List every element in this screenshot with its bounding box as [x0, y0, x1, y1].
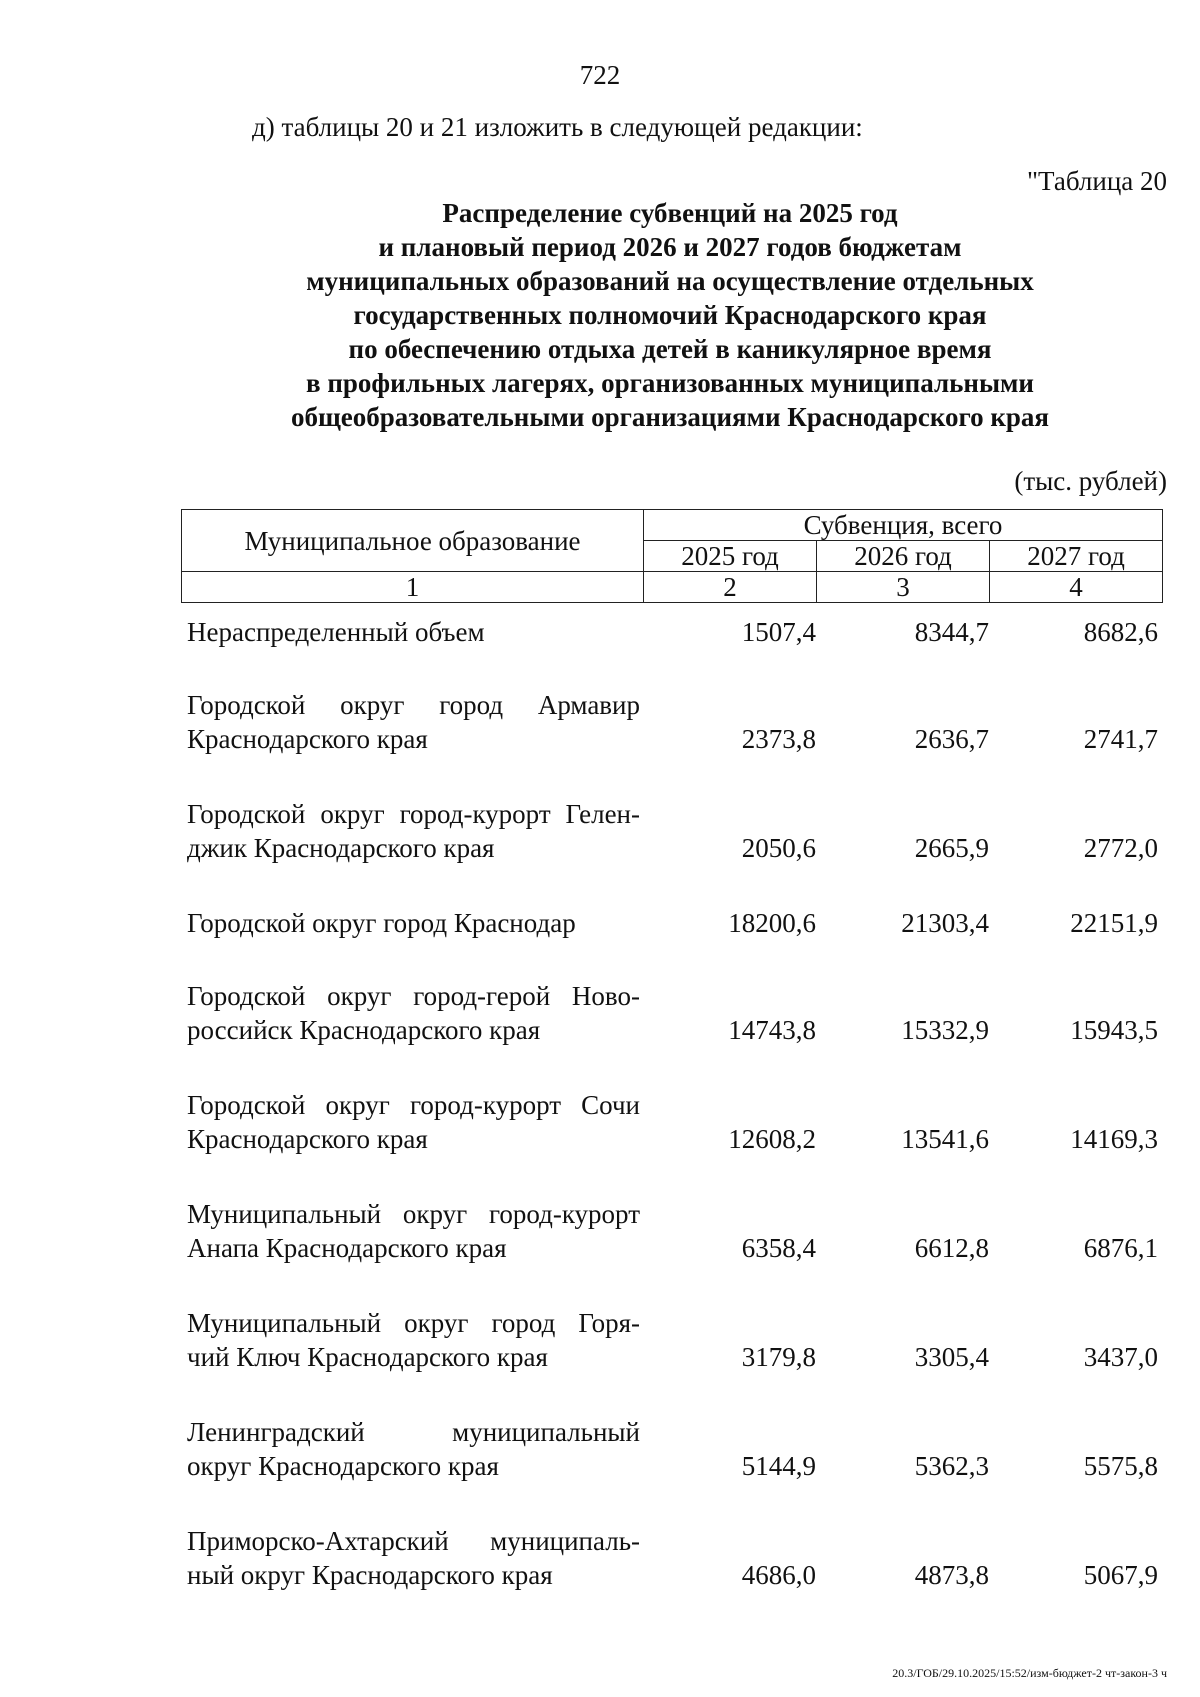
row-name-line: ный округ Краснодарского края [187, 1560, 553, 1590]
value-2027: 22151,9 [1070, 908, 1158, 938]
row-name [187, 979, 640, 1047]
row-name-line: Городской округ город Армавир [187, 690, 640, 720]
row-name-line: Приморско-Ахтарский муниципаль- [187, 1526, 640, 1556]
title-line: государственных полномочий Краснодарского края [353, 300, 987, 330]
value-2027: 2772,0 [1083, 833, 1158, 863]
row-name [187, 688, 640, 756]
title-line: в профильных лагерях, организованных муниципальными [306, 368, 1034, 398]
value-2025: 6358,4 [741, 1233, 816, 1263]
row-name [187, 1197, 640, 1265]
row-name [187, 1306, 640, 1374]
title-line: и плановый период 2026 и 2027 годов бюджетам [378, 232, 962, 262]
row-name-line: Анапа Краснодарского края [187, 1233, 507, 1263]
row-name-line: Муниципальный округ город-курорт [187, 1199, 640, 1229]
row-name [187, 1088, 640, 1156]
value-2026: 8344,7 [914, 617, 989, 647]
row-name [187, 1415, 640, 1483]
row-name-line: округ Краснодарского края [187, 1451, 499, 1481]
value-2027: 15943,5 [1070, 1015, 1158, 1045]
document-footer-code: 20.3/ГОБ/29.10.2025/15:52/изм-бюджет-2 чт-закон-3 ч [892, 1666, 1167, 1680]
value-2026: 3305,4 [914, 1342, 989, 1372]
value-2027: 3437,0 [1083, 1342, 1158, 1372]
row-name-line: Краснодарского края [187, 1124, 428, 1154]
row-name-line: джик Краснодарского края [187, 833, 495, 863]
title-line: Распределение субвенций на 2025 год [442, 198, 898, 228]
header-col-number: 1 [182, 572, 644, 603]
header-year-2026: 2026 год [817, 541, 990, 572]
row-name: Городской округ город Краснодар [187, 908, 576, 938]
row-name-line: Городской округ город-герой Ново- [187, 981, 640, 1011]
value-2025: 3179,8 [741, 1342, 816, 1372]
value-2027: 2741,7 [1083, 724, 1158, 754]
value-2026: 2636,7 [914, 724, 989, 754]
row-name [187, 1524, 640, 1592]
header-year-2027: 2027 год [990, 541, 1163, 572]
title-line: муниципальных образований на осуществление отдельных [306, 266, 1034, 296]
value-2026: 2665,9 [914, 833, 989, 863]
value-2027: 8682,6 [1083, 617, 1158, 647]
value-2027: 5575,8 [1083, 1451, 1158, 1481]
header-year-2025: 2025 год [644, 541, 817, 572]
value-2025: 5144,9 [741, 1451, 816, 1481]
value-2025: 2050,6 [741, 833, 816, 863]
value-2025: 2373,8 [741, 724, 816, 754]
row-name-line: Муниципальный округ город Горя- [187, 1308, 640, 1338]
row-name-line: Городской округ город-курорт Сочи [187, 1090, 640, 1120]
row-name-line: Краснодарского края [187, 724, 428, 754]
page-number: 722 [579, 60, 621, 90]
value-2025: 12608,2 [728, 1124, 816, 1154]
row-name [187, 797, 640, 865]
value-2026: 4873,8 [914, 1560, 989, 1590]
row-name-line: Ленинградский муниципальный [187, 1417, 640, 1447]
value-2025: 4686,0 [741, 1560, 816, 1590]
header-col-number: 4 [990, 572, 1163, 603]
header-col-number: 2 [644, 572, 817, 603]
value-2026: 15332,9 [901, 1015, 989, 1045]
header-col-number: 3 [817, 572, 990, 603]
value-2027: 6876,1 [1083, 1233, 1158, 1263]
value-2026: 6612,8 [914, 1233, 989, 1263]
row-name-line: Городской округ город-курорт Гелен- [187, 799, 640, 829]
value-2025: 14743,8 [728, 1015, 816, 1045]
value-2026: 13541,6 [901, 1124, 989, 1154]
table-header [181, 509, 1163, 603]
row-name: Нераспределенный объем [187, 617, 485, 647]
units-label: (тыс. рублей) [1014, 466, 1167, 496]
table-label: "Таблица 20 [1027, 166, 1167, 196]
value-2027: 14169,3 [1070, 1124, 1158, 1154]
value-2026: 5362,3 [914, 1451, 989, 1481]
header-subvention-total: Субвенция, всего [644, 510, 1163, 541]
header-municipality: Муниципальное образование [182, 510, 644, 572]
table-title [180, 196, 1160, 434]
value-2027: 5067,9 [1083, 1560, 1158, 1590]
row-name-line: чий Ключ Краснодарского края [187, 1342, 548, 1372]
value-2025: 18200,6 [728, 908, 816, 938]
title-line: общеобразовательными организациями Краснодарского края [290, 402, 1050, 432]
intro-text: д) таблицы 20 и 21 изложить в следующей редакции: [252, 112, 863, 142]
value-2026: 21303,4 [901, 908, 989, 938]
row-name-line: российск Краснодарского края [187, 1015, 541, 1045]
value-2025: 1507,4 [741, 617, 816, 647]
title-line: по обеспечению отдыха детей в каникулярное время [348, 334, 992, 364]
